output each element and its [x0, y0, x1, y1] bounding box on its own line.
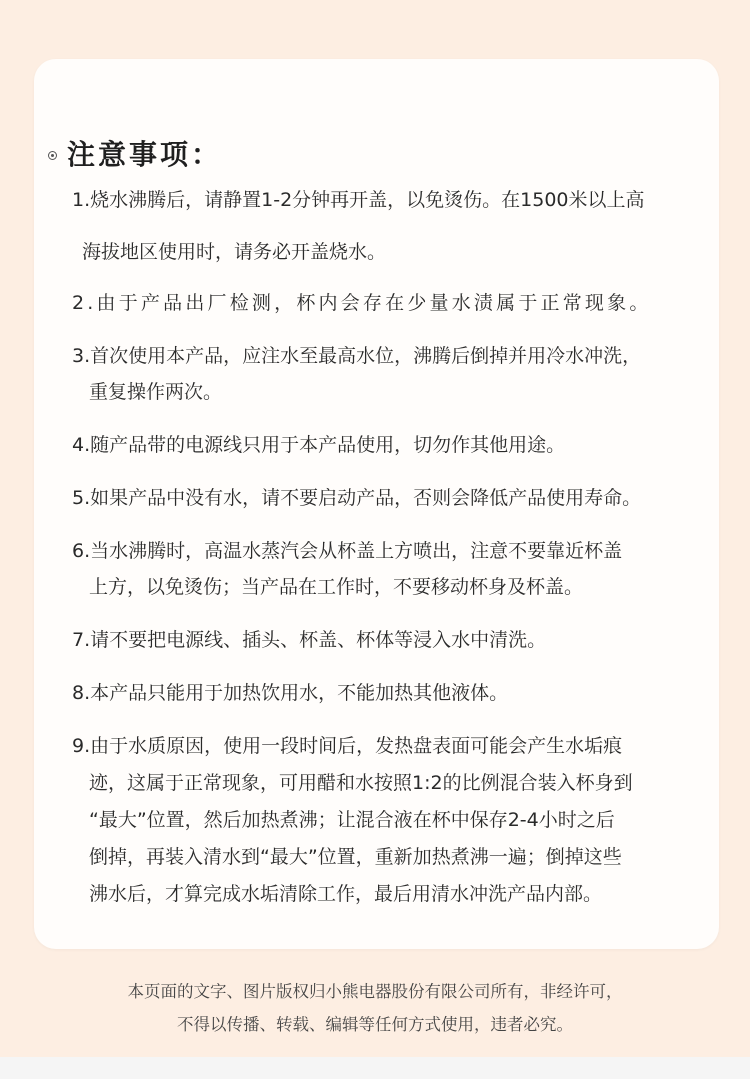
copyright-line-2: 不得以传播、转载、编辑等任何方式使用，违者必究。	[177, 1015, 573, 1034]
item-5-line-1: 5.如果产品中没有水，请不要启动产品，否则会降低产品使用寿命。	[72, 487, 642, 509]
item-9-line-5: 沸水后，才算完成水垢清除工作，最后用清水冲洗产品内部。	[89, 883, 603, 905]
title-row	[48, 133, 222, 173]
item-9-line-4: 倒掉，再装入清水到“最大”位置，重新加热煮沸一遍；倒掉这些	[89, 846, 622, 868]
item-8-line-1: 8.本产品只能用于加热饮用水，不能加热其他液体。	[72, 682, 509, 704]
item-1-line-1: 1.烧水沸腾后，请静置1-2分钟再开盖，以免烫伤。在1500米以上高	[72, 189, 645, 211]
bottom-band	[0, 1057, 750, 1079]
item-7-line-1: 7.请不要把电源线、插头、杯盖、杯体等浸入水中清洗。	[72, 629, 547, 651]
item-9-line-3: “最大”位置，然后加热煮沸；让混合液在杯中保存2-4小时之后	[89, 809, 615, 831]
item-9-line-2: 迹，这属于正常现象，可用醋和水按照1:2的比例混合装入杯身到	[89, 772, 633, 794]
page-title: 注意事项：	[67, 138, 223, 171]
item-3-line-2: 重复操作两次。	[89, 381, 223, 403]
item-2-line-1: 2.由于产品出厂检测，杯内会存在少量水渍属于正常现象。	[72, 292, 652, 314]
bullet-circle-icon	[48, 151, 57, 160]
item-6-line-1: 6.当水沸腾时，高温水蒸汽会从杯盖上方喷出，注意不要靠近杯盖	[72, 540, 623, 562]
item-9-line-1: 9.由于水质原因，使用一段时间后，发热盘表面可能会产生水垢痕	[72, 735, 623, 757]
item-3-line-1: 3.首次使用本产品，应注水至最高水位，沸腾后倒掉并用冷水冲洗，	[72, 345, 642, 367]
item-4-line-1: 4.随产品带的电源线只用于本产品使用，切勿作其他用途。	[72, 434, 566, 456]
item-1-line-2: 海拔地区使用时，请务必开盖烧水。	[82, 241, 387, 263]
copyright-line-1: 本页面的文字、图片版权归小熊电器股份有限公司所有，非经许可，	[127, 982, 623, 1001]
item-6-line-2: 上方，以免烫伤；当产品在工作时，不要移动杯身及杯盖。	[89, 576, 584, 598]
